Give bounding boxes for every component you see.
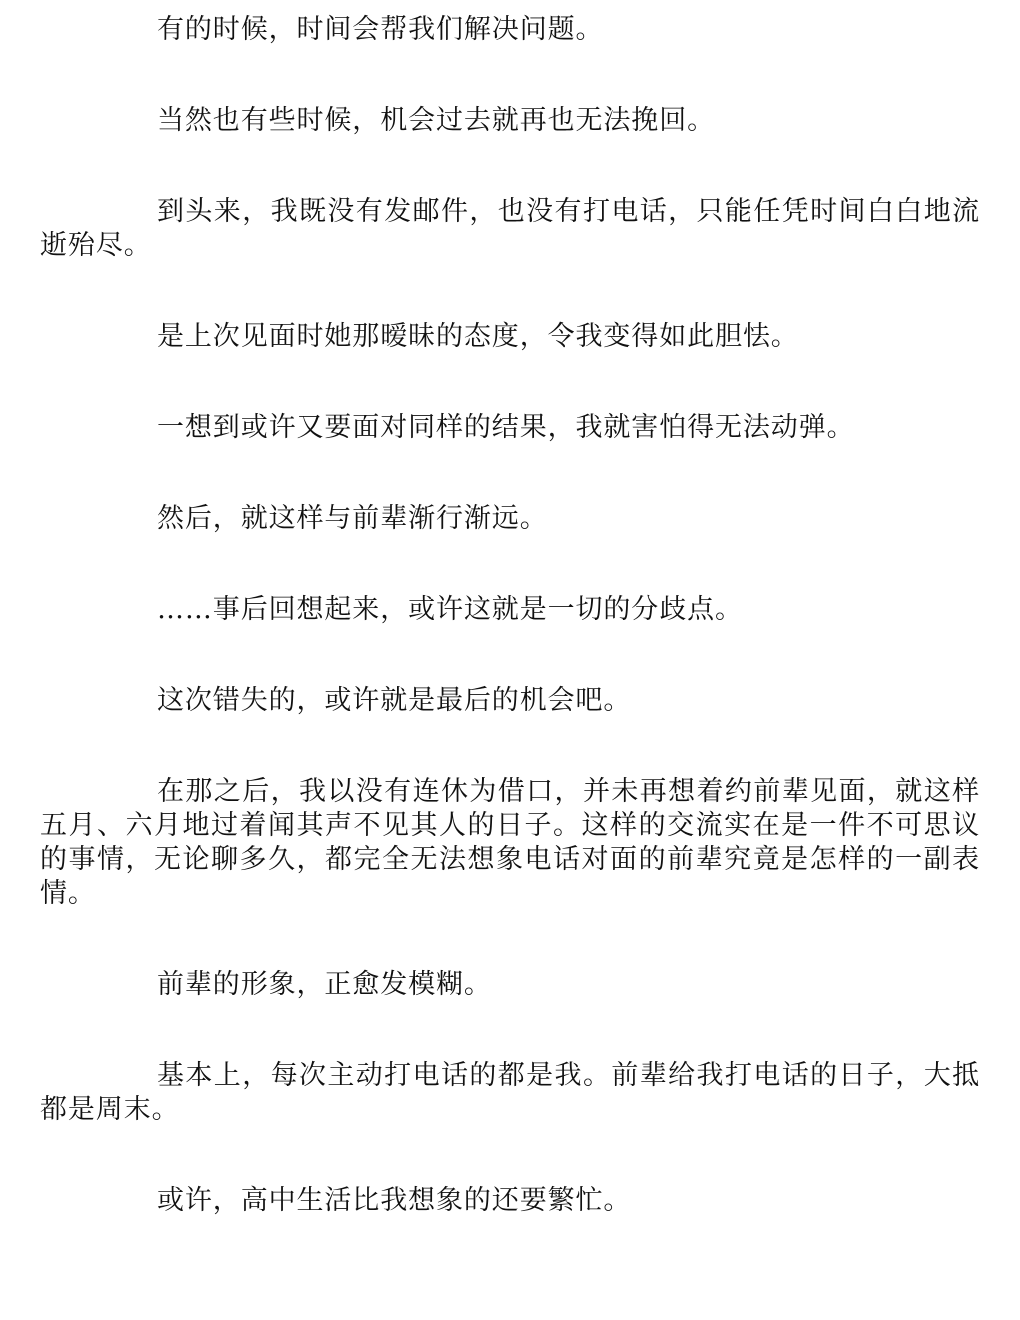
paragraph-2: 当然也有些时候，机会过去就再也无法挽回。 [157, 105, 715, 136]
document-page [40, 13, 980, 1275]
paragraph-8: 这次错失的，或许就是最后的机会吧。 [157, 685, 632, 716]
paragraph-12: 或许，高中生活比我想象的还要繁忙。 [157, 1185, 632, 1216]
paragraph-10: 前辈的形象，正愈发模糊。 [157, 969, 492, 1000]
paragraph-11: 基本上，每次主动打电话的都是我。前辈给我打电话的日子，大抵都是周末。 [40, 1060, 980, 1125]
paragraph-7: ……事后回想起来，或许这就是一切的分歧点。 [157, 594, 743, 625]
paragraph-5: 一想到或许又要面对同样的结果，我就害怕得无法动弹。 [157, 412, 855, 443]
paragraph-4: 是上次见面时她那暧昧的态度，令我变得如此胆怯。 [157, 321, 799, 352]
paragraph-1: 有的时候，时间会帮我们解决问题。 [157, 14, 604, 45]
paragraph-6: 然后，就这样与前辈渐行渐远。 [157, 503, 548, 534]
paragraph-3: 到头来，我既没有发邮件，也没有打电话，只能任凭时间白白地流逝殆尽。 [40, 196, 980, 261]
paragraph-9: 在那之后，我以没有连休为借口，并未再想着约前辈见面，就这样五月、六月地过着闻其声不见其人的日子。这样的交流实在是一件不可思议的事情，无论聊多久，都完全无法想象电话对面的前辈究竟是怎样的一副表情。 [40, 776, 980, 909]
